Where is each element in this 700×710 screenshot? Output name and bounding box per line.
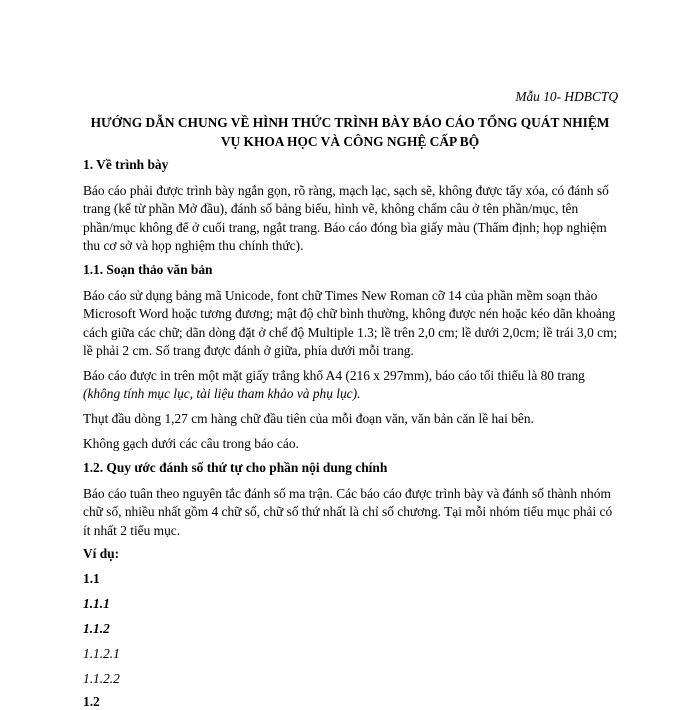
section-1-1-paragraph-4: Không gạch dưới các câu trong báo cáo. [83,436,299,451]
form-code: Mẫu 10- HDBCTQ [515,89,618,104]
example-item: 1.1.2.2 [83,671,120,686]
example-item: 1.2 [83,694,100,709]
example-item: 1.1.2 [83,621,110,636]
section-1-1-heading: 1.1. Soạn thảo văn bản [83,262,213,277]
section-1-1-paragraph-3: Thụt đầu dòng 1,27 cm hàng chữ đầu tiên của mỗi đoạn văn, văn bản căn lề hai bên. [83,411,534,426]
section-1-2-paragraph: Báo cáo tuân theo nguyên tắc đánh số ma trận. Các báo cáo được trình bày và đánh số thành nhóm chữ số, nhiều nhất gồm 4 chữ số, chữ số thứ nhất là chỉ số chương. Tại mỗi nhóm tiểu mục phải có ít nhất 2 tiểu mục. [83,486,613,538]
example-item: 1.1.2.1 [83,646,120,661]
section-1-heading: 1. Về trình bày [83,157,169,172]
section-1-1-paragraph-2 [83,367,618,404]
section-1-paragraph: Báo cáo phải được trình bày ngắn gọn, rõ ràng, mạch lạc, sạch sẽ, không được tẩy xóa, có đánh số trang (kể từ phần Mở đầu), đánh số bảng biểu, hình vẽ, không chấm câu ở tên phần/mục, tên phần/mục không để ở cuối trang, ngắt trang. Báo cáo đóng bìa giấy màu (Thẩm định; họp nghiệm thu cơ sở và họp nghiệm thu chính thức). [83,183,609,254]
section-1-1-paragraph-1: Báo cáo sử dụng bảng mã Unicode, font chữ Times New Roman cỡ 14 của phần mềm soạn thảo Microsoft Word hoặc tương đương; mật độ chữ bình thường, không được nén hoặc kéo dãn khoảng cách giữa các chữ; dãn dòng đặt ở chế độ Multiple 1.3; lề trên 2,0 cm; lề dưới 2,0cm; lề trái 3,0 cm; lề phải 2 cm. Số trang được đánh ở giữa, phía dưới mỗi trang. [83,288,618,359]
page-count-note: (không tính mục lục, tài liệu tham khảo và phụ lục). [83,386,361,402]
paper-spec-text: Báo cáo được in trên một mặt giấy trắng khổ A4 (216 x 297mm), báo cáo tối thiểu là 80 trang [83,368,585,383]
example-item: 1.1 [83,571,100,586]
document-title: HƯỚNG DẪN CHUNG VỀ HÌNH THỨC TRÌNH BÀY BÁO CÁO TỔNG QUÁT NHIỆM VỤ KHOA HỌC VÀ CÔNG NGHỆ CẤP BỘ [90,115,610,149]
example-item: 1.1.1 [83,596,110,611]
section-1-2-heading: 1.2. Quy ước đánh số thứ tự cho phần nội dung chính [83,460,388,475]
example-label: Ví dụ: [83,546,120,561]
